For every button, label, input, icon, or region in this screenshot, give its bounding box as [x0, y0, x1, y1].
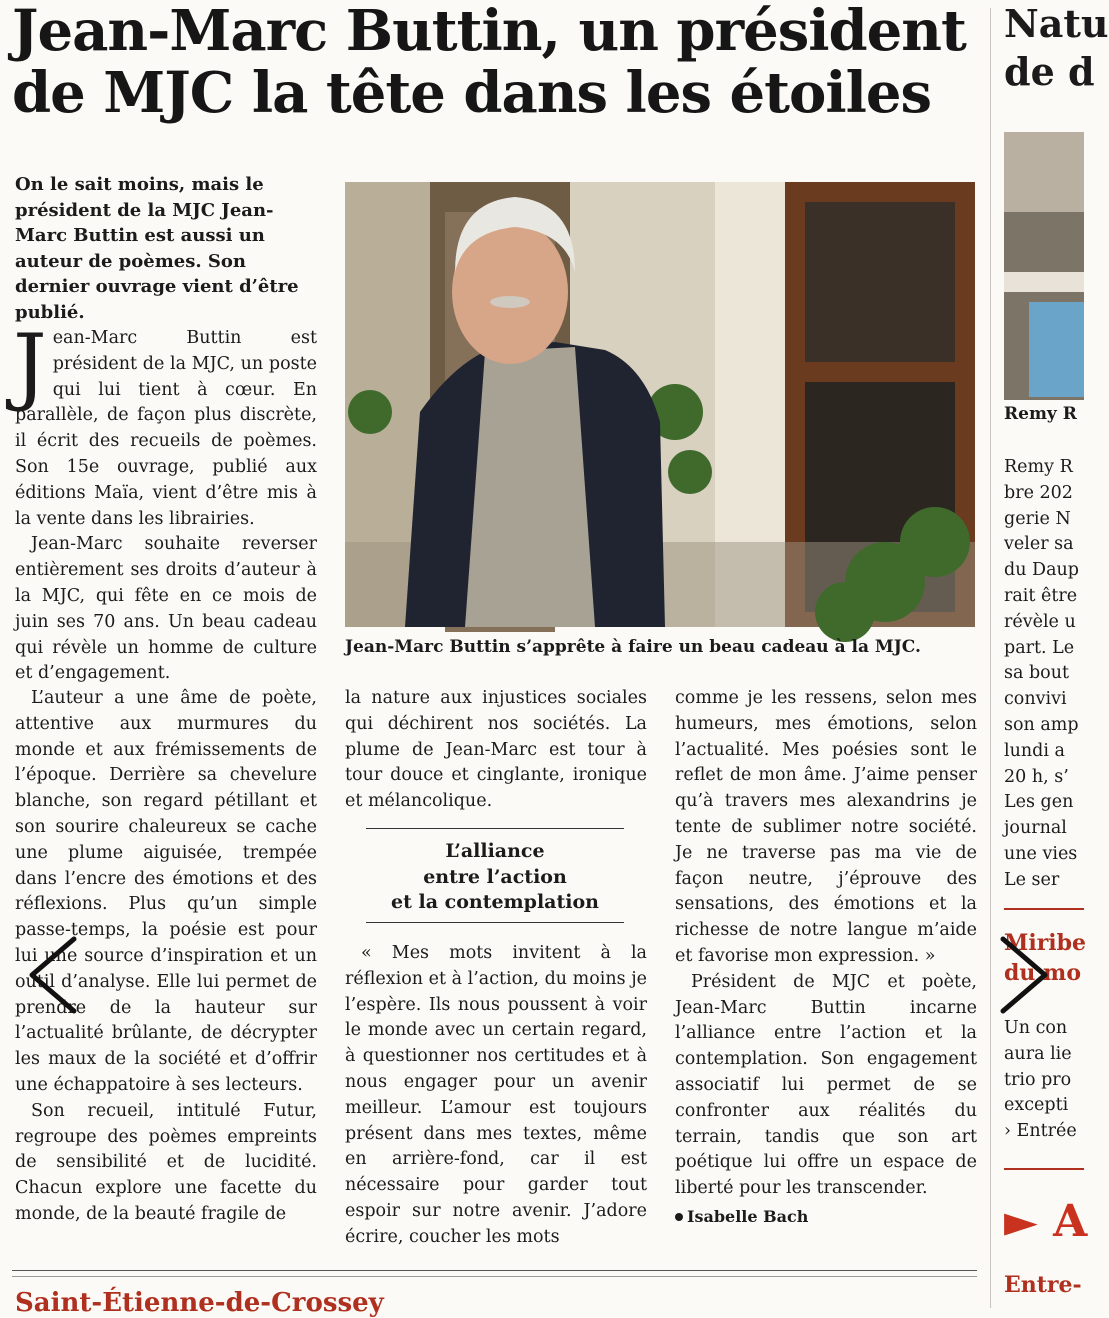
next-article-headline: Saint-Étienne-de-Crossey — [15, 1288, 384, 1318]
adjacent-rule-2 — [1004, 1168, 1084, 1170]
dropcap: J — [13, 316, 47, 414]
adjacent-line: excepti — [1004, 1095, 1069, 1116]
adjacent-line: part. Le — [1004, 637, 1075, 658]
adjacent-line: du Daup — [1004, 560, 1079, 581]
adjacent-line: révèle u — [1004, 611, 1076, 632]
adjacent-caption: Remy R — [1004, 404, 1077, 424]
adjacent-line: Un con — [1004, 1018, 1068, 1038]
adjacent-photo — [1004, 132, 1084, 400]
adjacent-body-2 — [1004, 1016, 1077, 1145]
author-signature: Isabelle Bach — [675, 1204, 977, 1230]
adjacent-line: trio pro — [1004, 1069, 1072, 1090]
adjacent-line: Les gen — [1004, 792, 1074, 813]
adjacent-line: convivi — [1004, 689, 1067, 710]
adjacent-line: aura lie — [1004, 1043, 1072, 1064]
paragraph-5-cont: comme je les ressens, selon mes humeurs, mes émotions, selon l’actualité. Mes poésies sont le reflet de mon âme. J’aime penser qu’à travers mes alexandrins je tente de sublimer notre société. Je ne traverse pas ma vie de façon neutre, j’éprouve des sensations, des émotions et la richesse de notre langue m’aide et favorise mon expression. » — [675, 688, 977, 966]
adjacent-line: sa bout — [1004, 663, 1070, 684]
adjacent-line: Le ser — [1004, 869, 1060, 890]
adjacent-photo-illustration — [1004, 132, 1084, 400]
next-page-button[interactable] — [995, 935, 1055, 1015]
paragraph-4: Son recueil, intitulé Futur, regroupe des poèmes empreints de sensibilité et de lucidité. Chacun explore une facette du monde, de la beauté fragile de — [15, 1100, 317, 1224]
adjacent-rule — [1004, 908, 1084, 910]
column-divider — [990, 8, 991, 1308]
adjacent-column — [1004, 0, 1109, 1309]
paragraph-5: « Mes mots invitent à la réflexion et à l’action, du moins je l’espère. Ils nous poussent à voir le monde avec un certain regard, à questionner nos certitudes et à nous engager pour un avenir meilleur. L’amour est toujours présent dans mes textes, même en arrière-fond, car il est nécessaire pour garder tout espoir sur notre avenir. J’adore écrire, coucher les mots — [345, 943, 647, 1247]
chevron-right-icon — [995, 935, 1055, 1015]
headline-line-2: de MJC la tête dans les étoiles — [12, 60, 932, 126]
article-column-2 — [345, 686, 647, 815]
adjacent-line: › Entrée — [1004, 1121, 1077, 1142]
adjacent-arrow-heading: ► A — [1004, 1196, 1088, 1247]
adjacent-line: 20 h, s’ — [1004, 766, 1069, 787]
previous-page-button[interactable] — [22, 935, 82, 1015]
bullet-icon — [675, 1213, 683, 1221]
paragraph-4-cont: la nature aux injustices sociales qui déchirent nos sociétés. La plume de Jean-Marc est tour à tour douce et cinglante, ironique et mélancolique. — [345, 688, 647, 812]
adjacent-line: une vies — [1004, 843, 1078, 864]
intertitle: L’alliance entre l’action et la contemplation — [366, 828, 624, 923]
adjacent-line: son amp — [1004, 714, 1079, 735]
adjacent-line: gerie N — [1004, 508, 1071, 529]
photo-caption: Jean-Marc Buttin s’apprête à faire un beau cadeau à la MJC. — [345, 637, 921, 657]
section-rule — [12, 1270, 977, 1277]
article-photo — [345, 182, 975, 627]
adjacent-body — [1004, 455, 1079, 894]
headline-line-1: Jean-Marc Buttin, un président — [12, 0, 966, 64]
portrait-illustration — [345, 182, 975, 627]
adjacent-headline: Natu de d — [1004, 1, 1109, 94]
article-column-2-lower — [345, 941, 647, 1251]
adjacent-line: rait être — [1004, 585, 1078, 606]
adjacent-entre-heading: Entre- — [1004, 1272, 1082, 1298]
adjacent-line: veler sa — [1004, 534, 1074, 555]
paragraph-2: Jean-Marc souhaite reverser entièrement ses droits d’auteur à la MJC, qui fête en ce mois de juin ses 70 ans. Un beau cadeau qui révèle un homme de culture et d’engagement. — [15, 534, 317, 684]
paragraph-6: Président de MJC et poète, Jean-Marc Buttin incarne l’alliance entre l’action et la contemplation. Son engagement associatif lui permet de se confronter aux réalités du terrain, tandis que son art poétique lui offre un espace de liberté pour les transcender. — [675, 971, 977, 1199]
chevron-left-icon — [22, 935, 82, 1015]
article-column-3 — [675, 686, 977, 1230]
adjacent-line: lundi a — [1004, 740, 1065, 761]
article-headline — [12, 0, 972, 124]
paragraph-1: Jean-Marc Buttin est président de la MJC, un poste qui lui tient à cœur. En parallèle, de façon plus discrète, il écrit des recueils de poèmes. Son 15e ouvrage, publié aux éditions Maïa, vient d’être mis à la vente dans les librairies. — [13, 316, 317, 529]
adjacent-line: bre 202 — [1004, 482, 1073, 503]
paragraph-3: L’auteur a une âme de poète, attentive aux murmures du monde et aux frémissements de l’époque. Derrière sa chevelure blanche, son regard pétillant et son sourire chaleureux se cache une plume aiguisée, trempée dans l’encre des émotions et des réflexions. Plus qu’un simple passe-temps, la poésie est pour lui une source d’inspiration et un outil d’analyse. Elle lui permet de prendre de la hauteur sur l’actualité brûlante, de décrypter les maux de la société et d’offrir une échappatoire à ses lecteurs. — [15, 688, 317, 1095]
adjacent-line: journal — [1004, 818, 1067, 839]
article-column-1 — [13, 316, 317, 687]
adjacent-line: Remy R — [1004, 457, 1073, 477]
article-lead: On le sait moins, mais le président de la MJC Jean-Marc Buttin est aussi un auteur de poèmes. Son dernier ouvrage vient d’être publié. — [15, 174, 299, 323]
adjacent-red-headline: Miribe du mo — [1004, 930, 1087, 986]
